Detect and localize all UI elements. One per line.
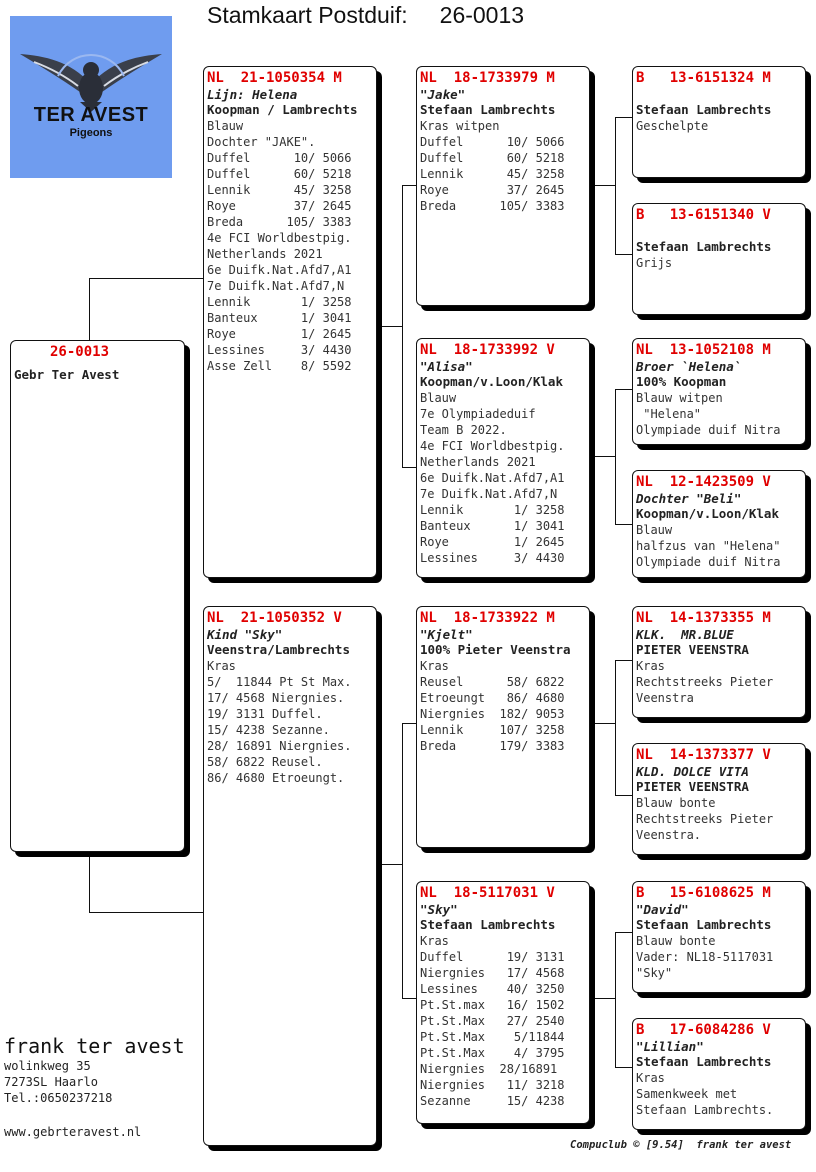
detail-line: Lennik 45/ 3258 [207,183,352,197]
detail-line: Lennik 1/ 3258 [207,295,352,309]
mmf-details [636,933,802,981]
fmm-card[interactable] [632,470,806,578]
detail-line: Team B 2022. [420,423,507,437]
detail-line: Breda 179/ 3383 [420,739,565,753]
detail-line: 7e Olympiadeduif [420,407,536,421]
mmf-name: "David" [636,902,689,917]
ffm-owner: Stefaan Lambrechts [636,239,772,254]
mfm-ring: NL 14-1373377 V [636,747,771,763]
detail-line: Blauw bonte [636,934,716,948]
owner-address-block [4,1034,185,1106]
owner-city: 7273SL Haarlo [4,1075,98,1089]
mf-owner: 100% Pieter Veenstra [420,642,571,657]
detail-line: 5/ 11844 Pt St Max. [207,675,352,689]
subject-card[interactable] [10,340,185,852]
fm-name: "Alisa" [420,359,473,374]
mmf-owner: Stefaan Lambrechts [636,917,772,932]
detail-line: 28/ 16891 Niergnies. [207,739,352,753]
website-link[interactable]: www.gebrteravest.nl [4,1125,142,1139]
detail-line: 15/ 4238 Sezanne. [207,723,330,737]
detail-line: Lennik 1/ 3258 [420,503,565,517]
mff-details [636,658,802,706]
detail-line: Duffel 60/ 5218 [420,151,565,165]
detail-line: Asse Zell 8/ 5592 [207,359,352,373]
fff-name [636,87,802,102]
detail-line: Blauw witpen [636,391,723,405]
mm-ring: NL 18-5117031 V [420,885,555,901]
detail-line: Banteux 1/ 3041 [207,311,352,325]
subject-ring: 26-0013 [50,344,110,360]
detail-line: Breda 105/ 3383 [207,215,352,229]
detail-line: 7e Duifk.Nat.Afd7,N [420,487,558,501]
ffm-name [636,224,802,239]
mfm-details [636,795,802,843]
mm-card[interactable] [416,881,590,1124]
logo-name: TER AVEST [33,104,149,126]
detail-line: Roye 1/ 2645 [420,535,565,549]
mm-name: "Sky" [420,902,458,917]
detail-line: Kras witpen [420,119,500,133]
fff-details [636,118,802,134]
owner-name: frank ter avest [4,1034,185,1058]
detail-line: Grijs [636,256,673,270]
detail-line: 4e FCI Worldbestpig. [207,231,352,245]
ff-name: "Jake" [420,87,466,102]
detail-line: Lennik 45/ 3258 [420,167,565,181]
mff-ring: NL 14-1373355 M [636,610,771,626]
detail-line: Pt.St.max 16/ 1502 [420,998,565,1012]
detail-line: Kras [420,659,449,673]
ffm-details [636,255,802,271]
fmf-card[interactable] [632,338,806,445]
owner-phone: Tel.:0650237218 [4,1091,113,1105]
detail-line: Kras [636,659,665,673]
detail-line: Lennik 107/ 3258 [420,723,565,737]
detail-line: Lessines 3/ 4430 [207,343,352,357]
detail-line: halfzus van "Helena" [636,539,781,553]
detail-line: Stefaan Lambrechts. [636,1103,774,1117]
pigeon-wings-icon [10,16,172,178]
mf-name: "Kjelt" [420,627,473,642]
ff-card[interactable] [416,66,590,306]
detail-line: Kras [420,934,449,948]
fmf-owner: 100% Koopman [636,374,727,389]
father-ring: NL 21-1050354 M [207,70,342,86]
detail-line: 17/ 4568 Niergnies. [207,691,345,705]
fff-card[interactable] [632,66,806,178]
detail-line: Lessines 3/ 4430 [420,551,565,565]
detail-line: Duffel 60/ 5218 [207,167,352,181]
mf-details [420,658,586,754]
detail-line: "Sky" [636,966,673,980]
fmm-name: Dochter "Beli" [636,491,742,506]
mmm-name: "Lillian" [636,1039,704,1054]
fmm-details [636,522,802,570]
fff-owner: Stefaan Lambrechts [636,102,772,117]
mother-ring: NL 21-1050352 V [207,610,342,626]
detail-line: Rechtstreeks Pieter [636,675,774,689]
mfm-name: KLD. DOLCE VITA [636,764,749,779]
ffm-ring: B 13-6151340 V [636,207,771,223]
logo [10,16,172,178]
ff-ring: NL 18-1733979 M [420,70,555,86]
detail-line: Blauw [636,523,673,537]
detail-line: 58/ 6822 Reusel. [207,755,323,769]
mff-owner: PIETER VEENSTRA [636,642,749,657]
detail-line: Banteux 1/ 3041 [420,519,565,533]
detail-line: 7e Duifk.Nat.Afd7,N [207,279,345,293]
mmf-card[interactable] [632,881,806,993]
fmm-owner: Koopman/v.Loon/Klak [636,506,779,521]
detail-line: Duffel 10/ 5066 [420,135,565,149]
fmf-ring: NL 13-1052108 M [636,342,771,358]
mm-owner: Stefaan Lambrechts [420,917,556,932]
fmf-details [636,390,802,438]
page-title: Stamkaart Postduif: 26-0013 [207,2,525,28]
mother-name: Kind "Sky" [207,627,283,642]
mmf-ring: B 15-6108625 M [636,885,771,901]
detail-line: Sezanne 15/ 4238 [420,1094,565,1108]
mff-name: KLK. MR.BLUE [636,627,734,642]
fff-ring: B 13-6151324 M [636,70,771,86]
detail-line: Reusel 58/ 6822 [420,675,565,689]
detail-line: Blauw [420,391,457,405]
detail-line: Veenstra. [636,828,702,842]
detail-line: Netherlands 2021 [420,455,536,469]
detail-line: Blauw [207,119,244,133]
mf-ring: NL 18-1733922 M [420,610,555,626]
detail-line: Breda 105/ 3383 [420,199,565,213]
detail-line: 6e Duifk.Nat.Afd7,A1 [420,471,565,485]
detail-line: Roye 1/ 2645 [207,327,352,341]
mother-details [207,658,373,786]
detail-line: Etroeungt 86/ 4680 [420,691,565,705]
detail-line: Blauw bonte [636,796,716,810]
detail-line: Geschelpte [636,119,709,133]
detail-line: Olympiade duif Nitra [636,555,781,569]
mfm-owner: PIETER VEENSTRA [636,779,749,794]
mmm-card[interactable] [632,1018,806,1130]
detail-line: Niergnies 182/ 9053 [420,707,565,721]
fm-ring: NL 18-1733992 V [420,342,555,358]
detail-line: Niergnies 11/ 3218 [420,1078,565,1092]
detail-line: Pt.St.Max 4/ 3795 [420,1046,565,1060]
detail-line: Duffel 10/ 5066 [207,151,352,165]
fmf-name: Broer `Helena` [636,359,742,374]
fmm-ring: NL 12-1423509 V [636,474,771,490]
detail-line: Duffel 19/ 3131 [420,950,565,964]
detail-line: Pt.St.Max 5/11844 [420,1030,565,1044]
fm-card[interactable] [416,338,590,578]
detail-line: Dochter "JAKE". [207,135,316,149]
detail-line: 19/ 3131 Duffel. [207,707,323,721]
detail-line: 4e FCI Worldbestpig. [420,439,565,453]
subject-owner: Gebr Ter Avest [14,367,120,382]
detail-line: Roye 37/ 2645 [420,183,565,197]
mother-owner: Veenstra/Lambrechts [207,642,350,657]
mm-details [420,933,586,1109]
ff-owner: Stefaan Lambrechts [420,102,556,117]
mother-card[interactable] [203,606,377,1146]
detail-line: "Helena" [636,407,702,421]
detail-line: Niergnies 28/16891 [420,1062,558,1076]
mff-card[interactable] [632,606,806,718]
detail-line: Veenstra [636,691,694,705]
detail-line: Niergnies 17/ 4568 [420,966,565,980]
mmm-ring: B 17-6084286 V [636,1022,771,1038]
father-name: Lijn: Helena [207,87,298,102]
father-details [207,118,373,374]
ff-details [420,118,586,214]
fm-details [420,390,586,566]
detail-line: Kras [207,659,236,673]
fm-owner: Koopman/v.Loon/Klak [420,374,563,389]
detail-line: Rechtstreeks Pieter [636,812,774,826]
father-owner: Koopman / Lambrechts [207,102,358,117]
software-credit: Compuclub © [9.54] frank ter avest [570,1139,792,1151]
detail-line: 6e Duifk.Nat.Afd7,A1 [207,263,352,277]
detail-line: Samenkweek met [636,1087,738,1101]
father-card[interactable] [203,66,377,578]
owner-street: wolinkweg 35 [4,1059,91,1073]
detail-line: Vader: NL18-5117031 [636,950,774,964]
detail-line: Olympiade duif Nitra [636,423,781,437]
mmm-details [636,1070,802,1118]
detail-line: Lessines 40/ 3250 [420,982,565,996]
detail-line: 86/ 4680 Etroeungt. [207,771,345,785]
mf-card[interactable] [416,606,590,848]
detail-line: Netherlands 2021 [207,247,323,261]
detail-line: Kras [636,1071,665,1085]
detail-line: Pt.St.Max 27/ 2540 [420,1014,565,1028]
detail-line: Roye 37/ 2645 [207,199,352,213]
mfm-card[interactable] [632,743,806,855]
ffm-card[interactable] [632,203,806,315]
logo-subtitle: Pigeons [69,127,113,139]
mmm-owner: Stefaan Lambrechts [636,1054,772,1069]
